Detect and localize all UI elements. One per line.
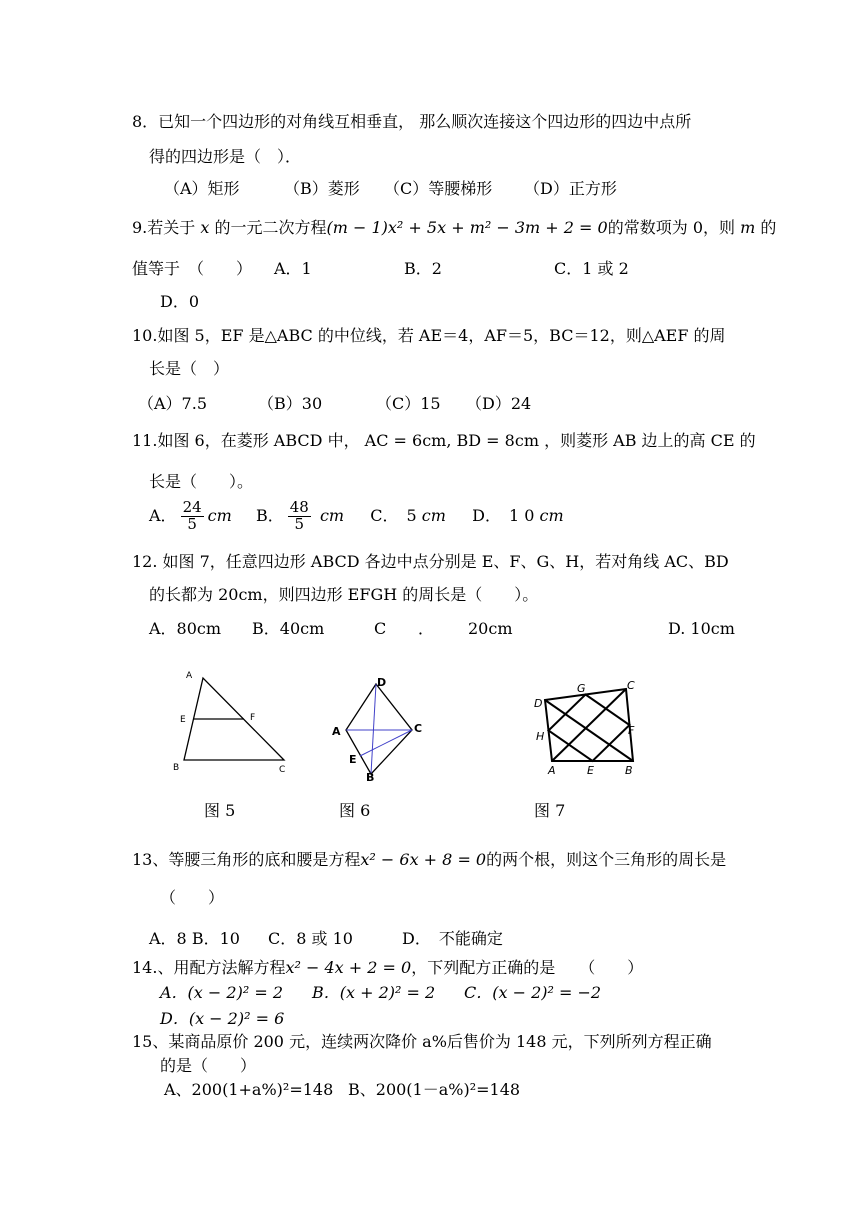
q10-option-c: （C）15: [376, 394, 441, 413]
q12-line2: 的长都为 20cm，则四边形 EFGH 的周长是（ ）。: [149, 585, 539, 604]
fig7-caption: 图 7: [534, 801, 566, 820]
fig6-label-e: E: [349, 753, 357, 766]
q9-option-b: B．2: [404, 259, 442, 278]
fig6-label-d: D: [377, 676, 387, 689]
fig7-label-b: B: [625, 764, 633, 777]
figure-6: [328, 672, 432, 784]
q11-unit-a: cm: [207, 505, 232, 525]
figure-7: [530, 676, 642, 780]
fig5-label-b: B: [173, 763, 180, 773]
q9-option-d: D．0: [160, 292, 200, 311]
q11-option-d: D． 1 0: [472, 505, 535, 525]
fig5-label-c: C: [279, 765, 286, 775]
q8-option-b: （B）菱形: [284, 179, 360, 198]
q12-option-d: D. 10cm: [668, 619, 735, 638]
q13-equation: x² − 6x + 8 = 0: [360, 850, 487, 869]
q15-option-b: B、200(1－a%)²=148: [348, 1080, 521, 1099]
q14-prefix: 14.、用配方法解方程: [132, 958, 286, 977]
fig5-label-a: A: [186, 671, 193, 681]
q9-prefix: 9.若关于: [132, 218, 201, 237]
q12-option-c: C: [374, 619, 387, 638]
q10-option-b: （B）30: [258, 394, 323, 413]
q10-option-a: （A）7.5: [138, 394, 208, 413]
q8-option-c: （C）等腰梯形: [384, 179, 493, 198]
fig6-label-a: A: [332, 725, 341, 738]
q8-option-a: （A）矩形: [164, 179, 240, 198]
q11-fraction-a-num: 24: [182, 498, 202, 516]
q11-unit-c: cm: [421, 505, 446, 525]
q15-line2: 的是（ ）: [160, 1056, 257, 1075]
q12-option-c-value: 20cm: [468, 619, 513, 638]
q11-fraction-a: [181, 500, 204, 533]
fig5-label-e: E: [180, 715, 186, 725]
q9-option-a: A．1: [274, 259, 312, 278]
fig6-label-c: C: [414, 722, 423, 735]
q13-line1: [132, 852, 726, 868]
q11-option-a-label: A．: [149, 505, 177, 525]
q15-option-a: A、200(1+a%)²=148: [164, 1080, 334, 1099]
fig5-label-f: F: [250, 713, 256, 723]
q9-suffix: 的常数项为 0，则: [607, 218, 741, 237]
fig7-label-g: G: [577, 682, 586, 695]
q9-end: 的: [755, 218, 777, 237]
q9-line2: 值等于 （ ）: [132, 259, 253, 278]
q13-line2: （ ）: [160, 888, 225, 907]
fig7-label-e: E: [587, 764, 594, 777]
q14-line1: [132, 960, 643, 976]
q14-option-c: C．(x − 2)² = −2: [464, 983, 602, 1002]
figure-5: [168, 668, 293, 776]
q15-line1: 15、某商品原价 200 元，连续两次降价 a%后售价为 148 元，下列所列方程正确: [132, 1032, 712, 1051]
q14-option-a: A．(x − 2)² = 2: [160, 983, 283, 1002]
q14-option-d: D．(x − 2)² = 6: [160, 1009, 285, 1028]
q9-mid: 的一元二次方程: [209, 218, 327, 237]
q11-fraction-a-den: 5: [187, 514, 197, 533]
q9-option-c: C．1 或 2: [554, 259, 629, 278]
q12-option-c-dot: ．: [418, 619, 435, 638]
fig7-label-a: A: [548, 764, 556, 777]
q11-option-b-label: B．: [255, 505, 284, 525]
q10-line2: 长是（ ）: [149, 359, 230, 378]
q12-option-b: B．40cm: [252, 619, 325, 638]
q11-unit-b: cm: [319, 505, 345, 525]
q10-option-d: （D）24: [466, 394, 532, 413]
q12-line1: 12. 如图 7，任意四边形 ABCD 各边中点分别是 E、F、G、H，若对角线 AC、BD: [132, 552, 729, 571]
fig5-caption: 图 5: [204, 801, 236, 820]
q9-var-m: m: [740, 218, 756, 237]
fig6-label-b: B: [366, 771, 375, 784]
q9-line1: [132, 220, 776, 236]
fig7-label-f: F: [628, 724, 635, 737]
q13-option-d: D． 不能确定: [402, 929, 503, 948]
fig7-label-d: D: [534, 697, 543, 710]
q11-line1: 11.如图 6，在菱形 ABCD 中， AC = 6cm, BD = 8cm ，则菱形 AB 边上的高 CE 的: [132, 431, 756, 450]
q8-option-d: （D）正方形: [524, 179, 617, 198]
fig7-label-c: C: [627, 679, 635, 692]
q11-fraction-b-den: 5: [294, 514, 305, 533]
q13-prefix: 13、等腰三角形的底和腰是方程: [132, 850, 361, 869]
q9-var-x: x: [200, 218, 210, 237]
q11-option-c: C． 5: [370, 505, 417, 525]
fig7-label-h: H: [536, 730, 545, 743]
q8-line2: 得的四边形是（ ）．: [149, 147, 302, 166]
q8-line1: 8．已知一个四边形的对角线互相垂直， 那么顺次连接这个四边形的四边中点所: [132, 112, 692, 131]
q14-equation: x² − 4x + 2 = 0: [285, 958, 412, 977]
q11-line2: 长是（ ）。: [149, 472, 254, 491]
q11-fraction-b: [288, 500, 311, 533]
q11-fraction-b-num: 48: [289, 498, 309, 516]
q14-suffix: ，下列配方正确的是 （ ）: [411, 958, 644, 977]
q13-suffix: 的两个根，则这个三角形的周长是: [486, 850, 727, 869]
fig6-caption: 图 6: [339, 801, 371, 820]
q9-equation: (m − 1)x² + 5x + m² − 3m + 2 = 0: [326, 218, 608, 237]
q11-options: [149, 500, 564, 533]
q14-option-b: B．(x + 2)² = 2: [312, 983, 436, 1002]
q13-option-ab: A．8 B．10: [149, 929, 240, 948]
q13-option-c: C．8 或 10: [268, 929, 353, 948]
q11-unit-d: cm: [539, 505, 564, 525]
q10-line1: 10.如图 5，EF 是△ABC 的中位线，若 AE＝4，AF＝5，BC＝12，则△AEF 的周: [132, 326, 726, 345]
q12-option-a: A．80cm: [149, 619, 222, 638]
